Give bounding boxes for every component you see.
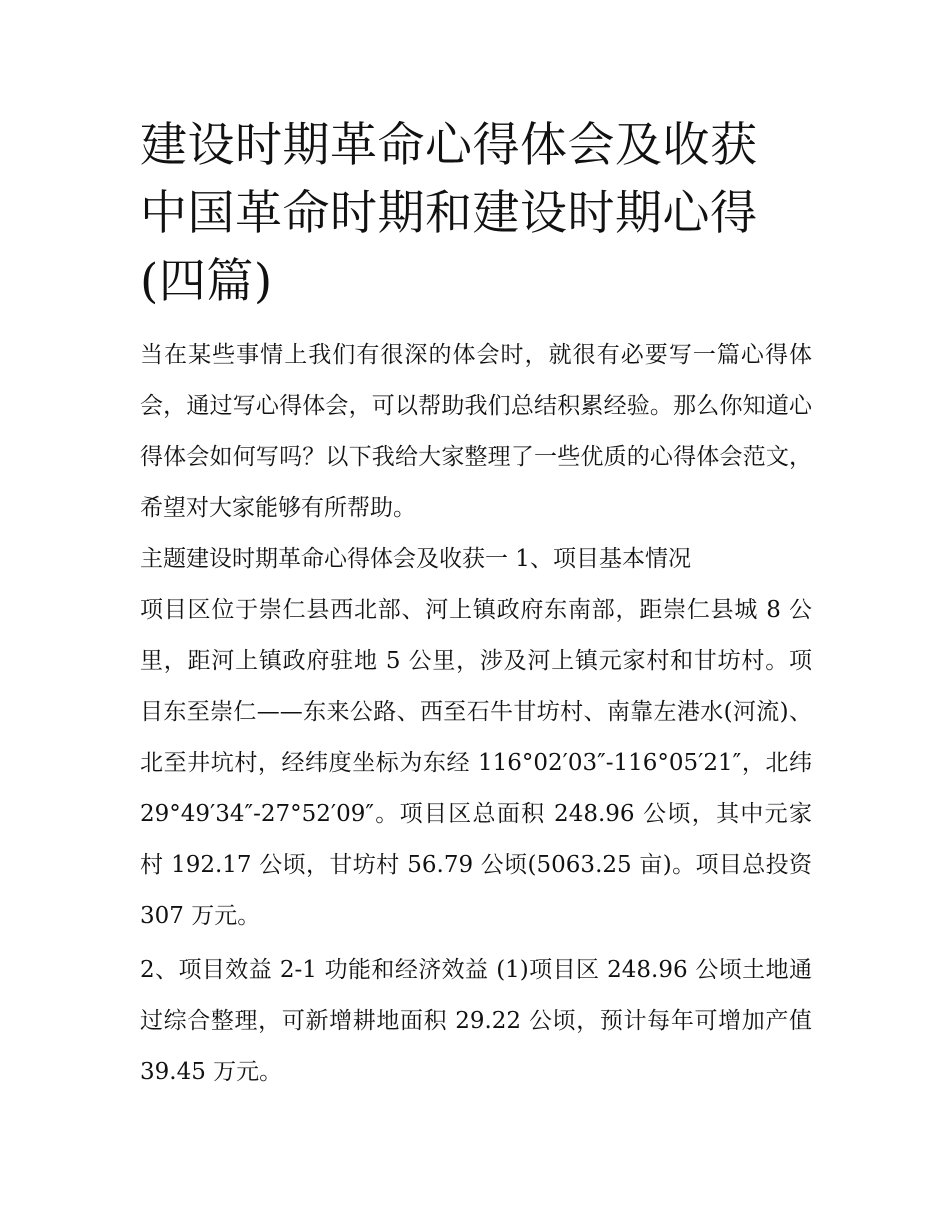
document-title [140,112,812,316]
project-benefit-paragraph: 2、项目效益 2-1 功能和经济效益 (1)项目区 248.96 公顷土地通过综合整理，可新增耕地面积 29.22 公顷，预计每年可增加产值 39.45 万元。 [140,957,812,1085]
section-heading-paragraph: 主题建设时期革命心得体会及收获一 1、项目基本情况 [140,546,691,572]
project-basic-info-paragraph: 项目区位于崇仁县西北部、河上镇政府东南部，距崇仁县城 8 公里，距河上镇政府驻地 5 公里，涉及河上镇元家村和甘坊村。项目东至崇仁——东来公路、西至石牛甘坊村、南靠左港水(河流)、北至井坑村，经纬度坐标为东经 116°02′03″-116°05′21″，北纬 29°49′34″-27°52′09″。项目区总面积 248.96 公顷，其中元家村 192.17 公顷，甘坊村 56.79 公顷(5063.25 亩)。项目总投资 307 万元。 [140,597,812,929]
title-line-1: 建设时期革命心得体会及收获 [140,118,758,173]
title-line-3: (四篇) [140,254,273,309]
intro-paragraph: 当在某些事情上我们有很深的体会时，就很有必要写一篇心得体会，通过写心得体会，可以帮助我们总结积累经验。那么你知道心得体会如何写吗？以下我给大家整理了一些优质的心得体会范文，希望对大家能够有所帮助。 [140,342,812,521]
document-page [140,112,812,1098]
title-line-2: 中国革命时期和建设时期心得 [140,186,758,241]
